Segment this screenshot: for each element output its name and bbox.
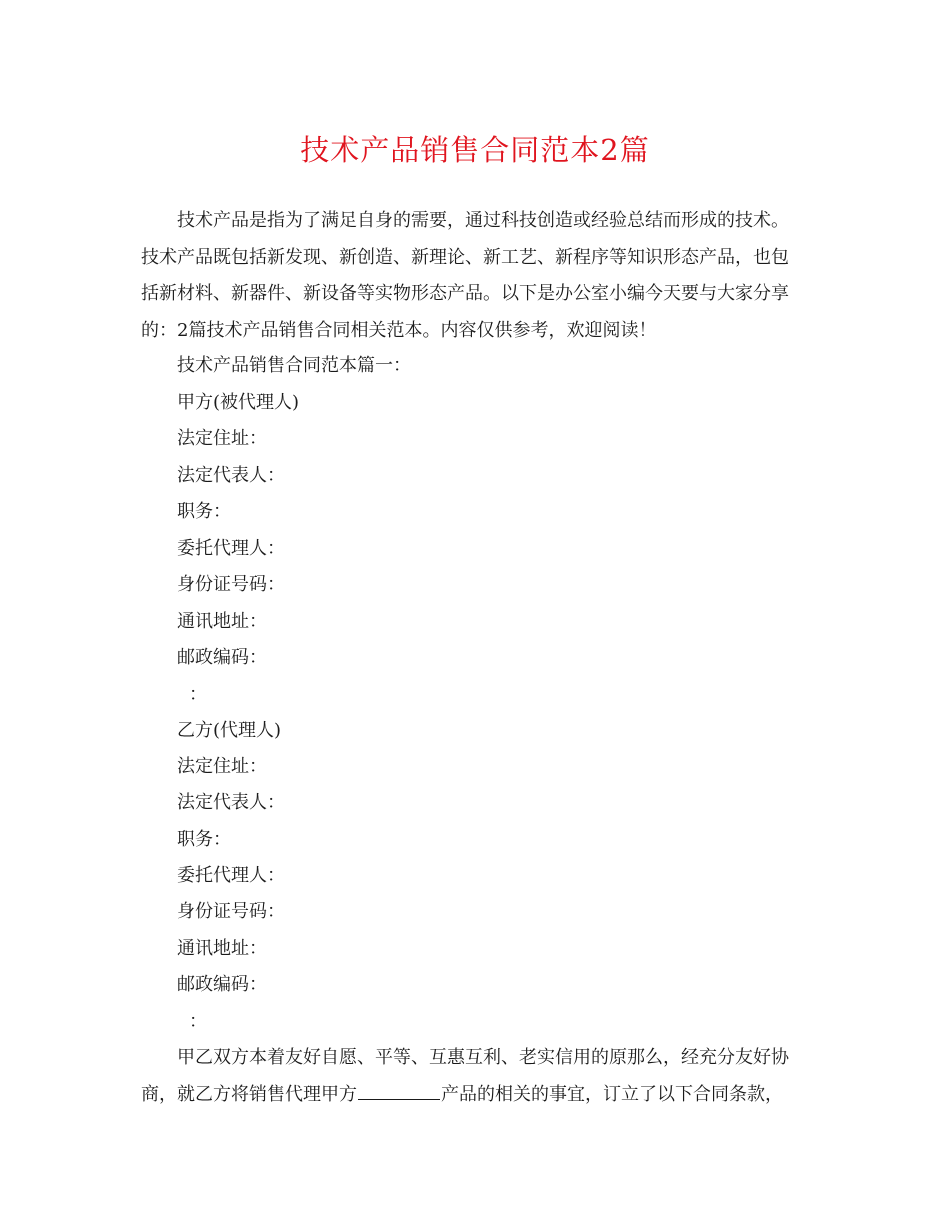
party-b-address-label: 法定住址： — [177, 756, 267, 777]
party-a-representative-label: 法定代表人： — [177, 465, 285, 486]
closing-line — [141, 1077, 823, 1114]
party-b-heading: 乙方(代理人) — [177, 720, 282, 741]
document-title: 技术产品销售合同范本2篇 — [300, 133, 650, 167]
party-a-id-label: 身份证号码： — [177, 574, 285, 595]
closing-text-before: 商，就乙方将销售代理甲方 — [141, 1083, 357, 1105]
party-a-address-label: 法定住址： — [177, 428, 267, 449]
party-b-mailing-label: 通讯地址： — [177, 938, 267, 959]
party-b-colon: ： — [189, 1011, 207, 1032]
closing-paragraph — [141, 1040, 823, 1113]
party-b-agent-label: 委托代理人： — [177, 865, 285, 886]
party-b-representative-label: 法定代表人： — [177, 792, 285, 813]
party-a-mailing-label: 通讯地址： — [177, 611, 267, 632]
party-a-agent-label: 委托代理人： — [177, 538, 285, 559]
intro-line: 的：2篇技术产品销售合同相关范本。内容仅供参考，欢迎阅读！ — [141, 319, 657, 341]
intro-line: 技术产品既包括新发现、新创造、新理论、新工艺、新程序等知识形态产品，也包 — [141, 246, 789, 268]
intro-line: 括新材料、新器件、新设备等实物形态产品。以下是办公室小编今天要与大家分享 — [141, 283, 789, 304]
intro-line: 技术产品是指为了满足自身的需要，通过科技创造或经验总结而形成的技术。 — [177, 210, 789, 231]
party-a-position-label: 职务： — [177, 501, 231, 522]
party-b-postal-label: 邮政编码： — [177, 974, 267, 995]
party-b-position-label: 职务： — [177, 829, 231, 850]
party-a-heading: 甲方(被代理人) — [177, 392, 300, 413]
intro-paragraph — [141, 203, 823, 349]
party-b-id-label: 身份证号码： — [177, 901, 285, 922]
closing-line: 甲乙双方本着友好自愿、平等、互惠互利、老实信用的原那么，经充分友好协 — [177, 1047, 789, 1068]
party-a-postal-label: 邮政编码： — [177, 647, 267, 668]
product-blank-line — [358, 1081, 440, 1100]
section-heading: 技术产品销售合同范本篇一： — [177, 355, 411, 376]
party-a-colon: ： — [189, 684, 207, 705]
closing-text-after: 产品的相关的事宜，订立了以下合同条款， — [441, 1083, 783, 1105]
